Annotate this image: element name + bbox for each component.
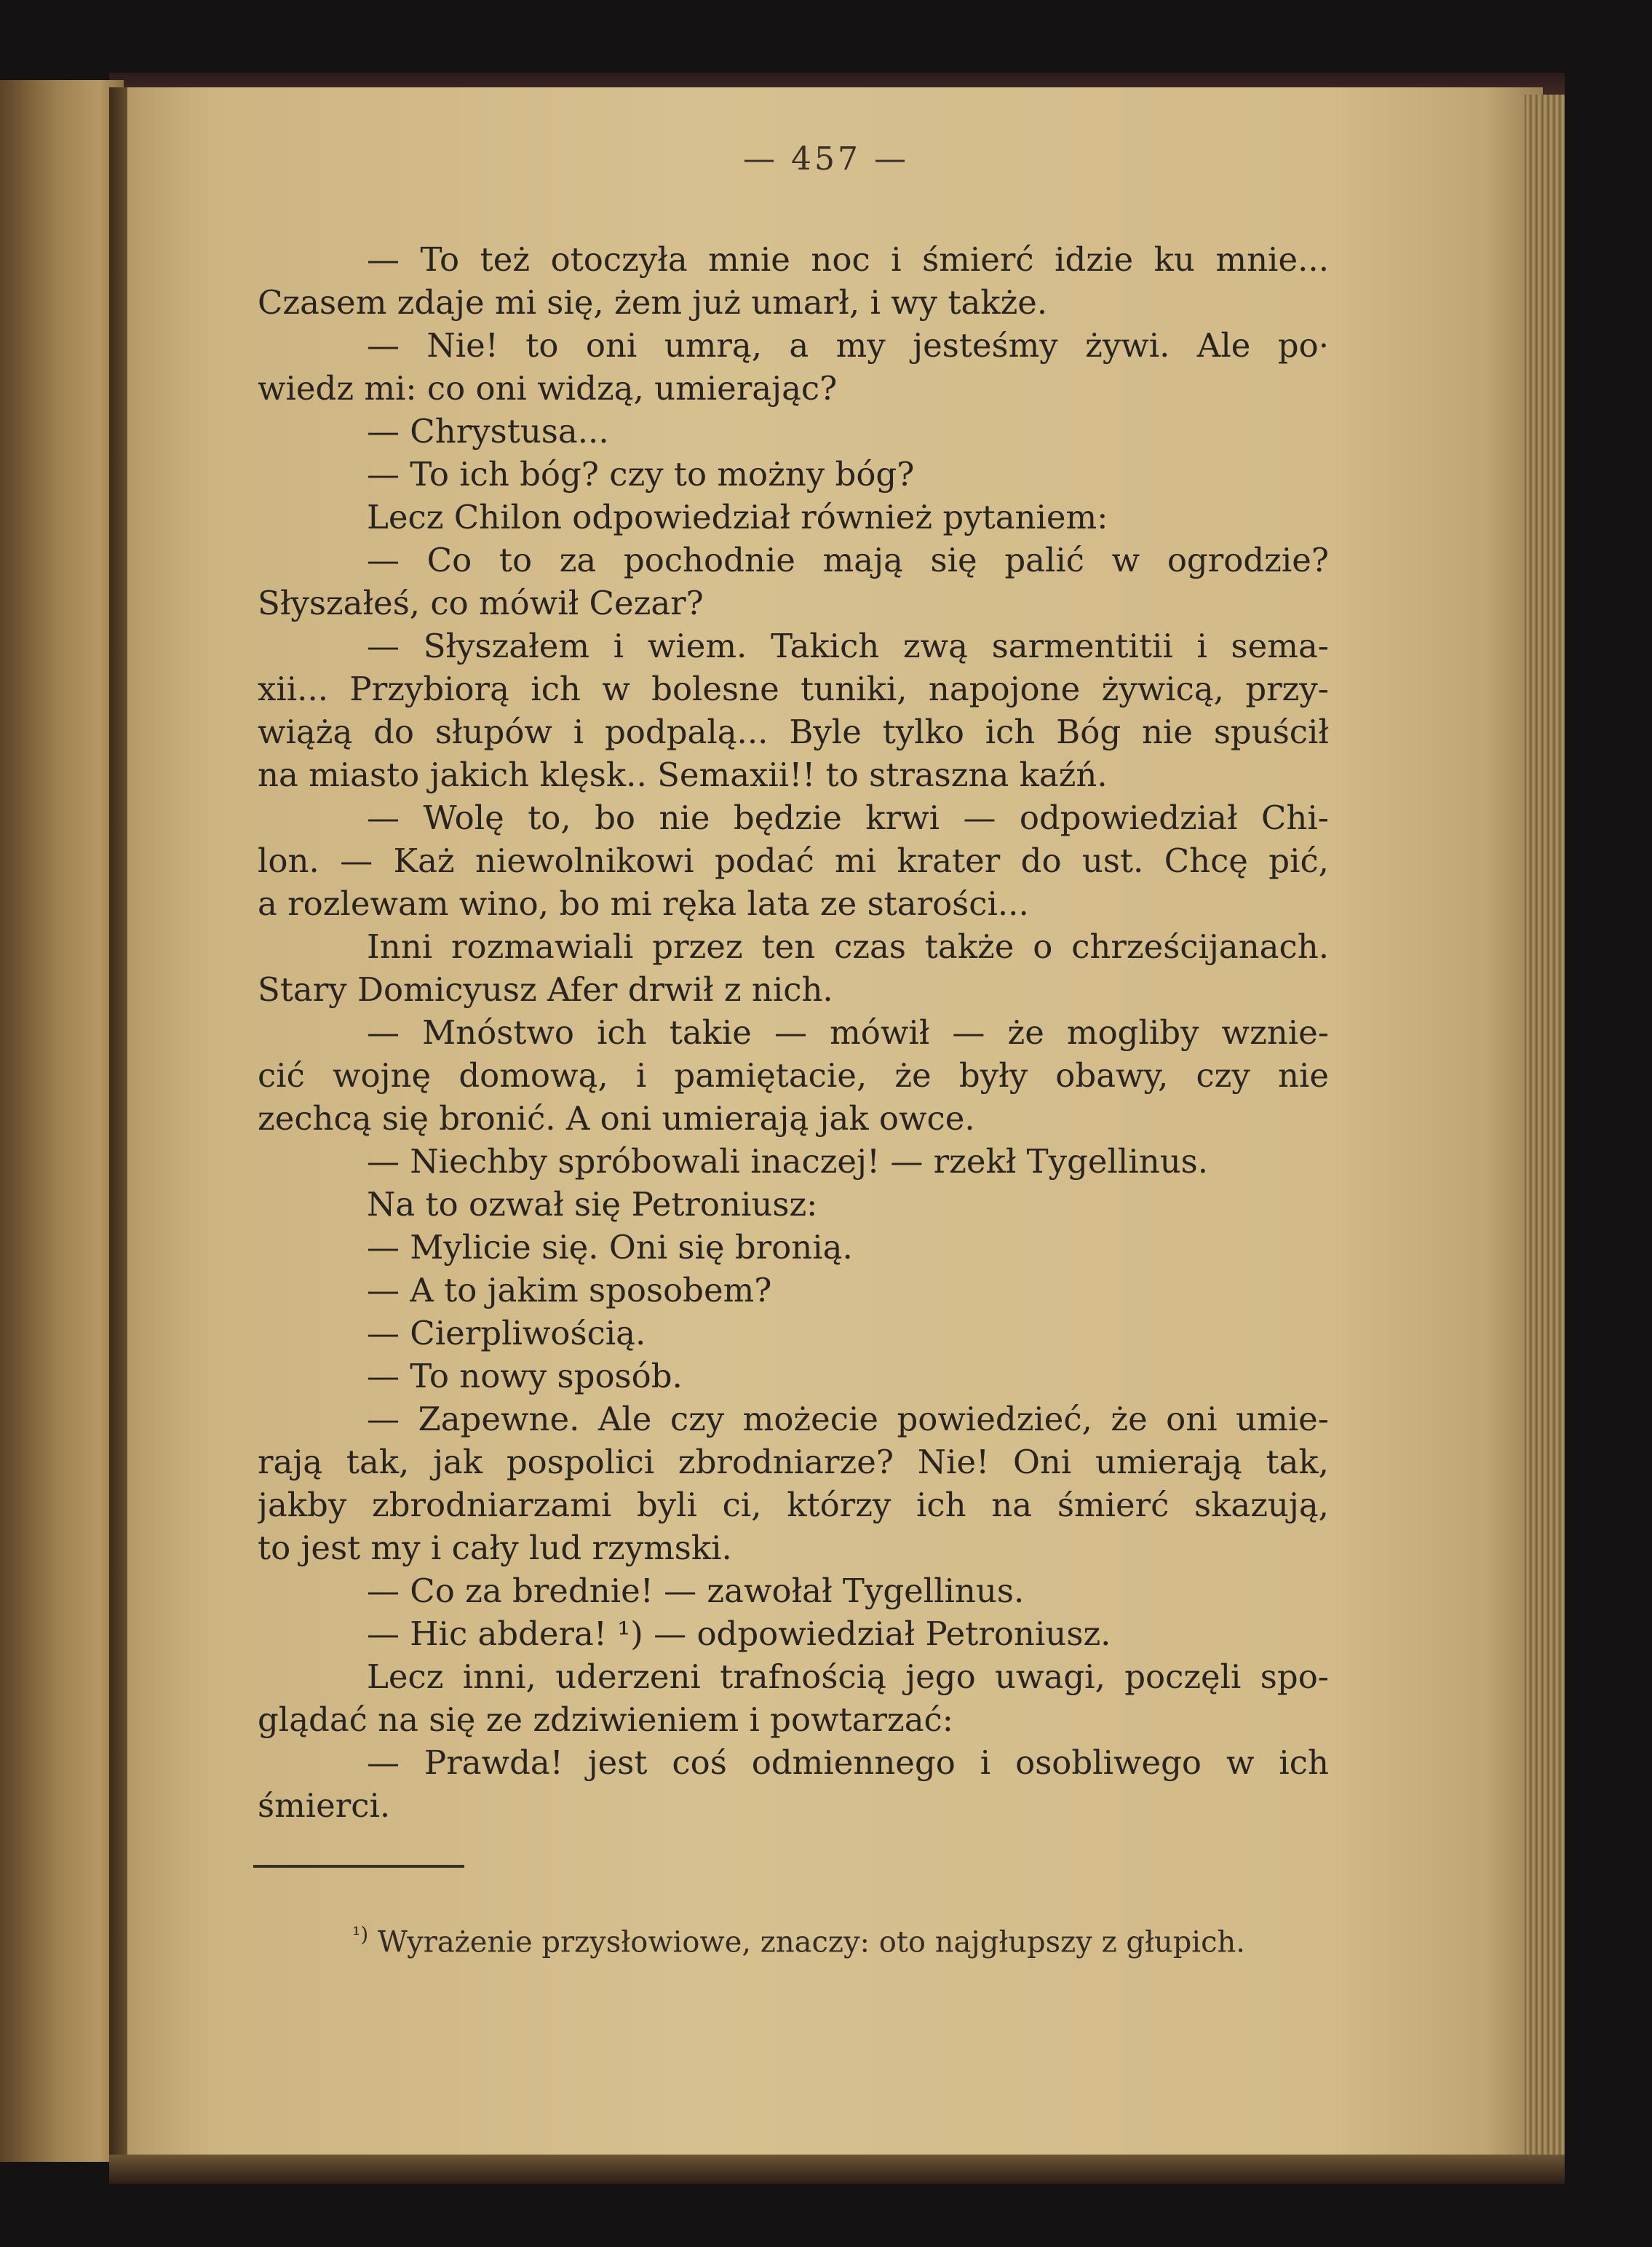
text-line: cić wojnę domową, i pamiętacie, że były obawy, czy nie (258, 1056, 1329, 1095)
text-line: — Prawda! jest coś odmiennego i osobliwego w ich (367, 1743, 1329, 1782)
text-line: Słyszałeś, co mówił Cezar? (258, 584, 704, 622)
text-line: jakby zbrodniarzami byli ci, którzy ich na śmierć skazują, (258, 1486, 1329, 1524)
text-line: na miasto jakich klęsk.. Semaxii!! to straszna kaźń. (258, 756, 1108, 794)
text-line: Na to ozwał się Petroniusz: (367, 1185, 818, 1224)
footnote (352, 1922, 1245, 1959)
text-line: wiedz mi: co oni widzą, umierając? (258, 369, 838, 408)
text-line: — Wolę to, bo nie będzie krwi — odpowiedział Chi- (367, 798, 1329, 837)
text-line: — Cierpliwością. (367, 1314, 646, 1352)
text-line: — A to jakim sposobem? (367, 1271, 772, 1309)
text-line: — Niechby spróbowali inaczej! — rzekł Tygellinus. (367, 1142, 1209, 1181)
text-line: a rozlewam wino, bo mi ręka lata ze starości... (258, 884, 1029, 923)
text-line: — To też otoczyła mnie noc i śmierć idzie ku mnie... (367, 240, 1329, 279)
text-line: Lecz inni, uderzeni trafnością jego uwagi, poczęli spo- (367, 1657, 1329, 1696)
text-line: — Mnóstwo ich takie — mówił — że mogliby wznie- (367, 1013, 1329, 1052)
footnote-rule (253, 1865, 464, 1868)
text-line: — Mylicie się. Oni się bronią. (367, 1228, 853, 1267)
footnote-mark: ¹) (352, 1922, 369, 1946)
text-line: — Co za brednie! — zawołał Tygellinus. (367, 1572, 1025, 1610)
text-line: Czasem zdaje mi się, żem już umarł, i wy także. (258, 283, 1048, 322)
footnote-text: Wyrażenie przysłowiowe, znaczy: oto najgłupszy z głupich. (377, 1925, 1245, 1959)
text-line: lon. — Każ niewolnikowi podać mi krater do ust. Chcę pić, (258, 841, 1329, 880)
text-line: — To ich bóg? czy to możny bóg? (367, 455, 915, 494)
text-line: — Słyszałem i wiem. Takich zwą sarmentitii i sema- (367, 627, 1329, 665)
text-line: — To nowy sposób. (367, 1357, 683, 1395)
body-text (258, 238, 1329, 1827)
text-line: — Nie! to oni umrą, a my jesteśmy żywi. Ale po· (367, 326, 1329, 365)
left-page-edge (0, 80, 124, 2162)
text-line: Inni rozmawiali przez ten czas także o chrześcijanach. (367, 927, 1329, 966)
text-line: — Chrystusa... (367, 412, 609, 451)
text-line: Lecz Chilon odpowiedział również pytaniem: (367, 498, 1108, 536)
page-edges-right (1525, 95, 1565, 2162)
text-line: Stary Domicyusz Afer drwił z nich. (258, 970, 833, 1009)
text-line: śmierci. (258, 1786, 391, 1825)
text-line: to jest my i cały lud rzymski. (258, 1529, 732, 1567)
text-line: — Hic abdera! ¹) — odpowiedział Petroniusz. (367, 1614, 1111, 1653)
text-line: zechcą się bronić. A oni umierają jak owce. (258, 1099, 975, 1138)
text-line: glądać na się ze zdziwieniem i powtarzać: (258, 1700, 953, 1739)
text-line: — Zapewne. Ale czy możecie powiedzieć, że oni umie- (367, 1400, 1329, 1438)
text-line: wiążą do słupów i podpalą... Byle tylko ich Bóg nie spuścił (258, 713, 1329, 751)
text-line: rają tak, jak pospolici zbrodniarze? Nie! Oni umierają tak, (258, 1443, 1329, 1481)
book-bottom-edge (109, 2155, 1565, 2184)
page-number: — 457 — (743, 140, 909, 178)
text-line: xii... Przybiorą ich w bolesne tuniki, napojone żywicą, przy- (258, 670, 1329, 708)
text-line: — Co to za pochodnie mają się palić w ogrodzie? (367, 541, 1329, 579)
